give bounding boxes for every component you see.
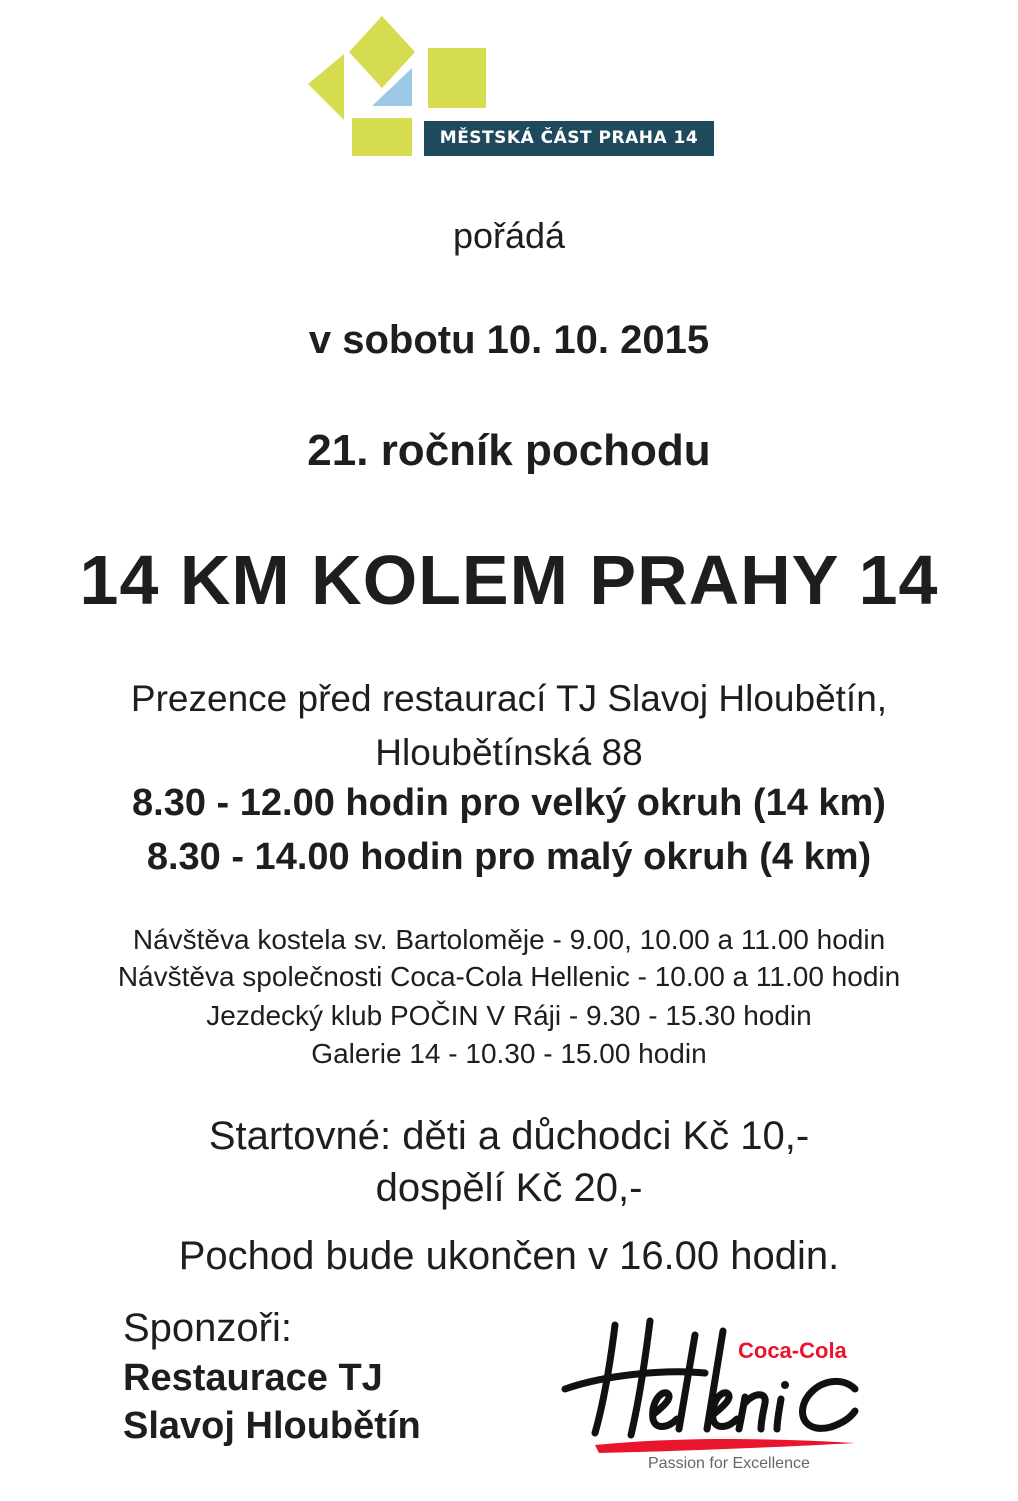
visit-item: Galerie 14 - 10.30 - 15.00 hodin (311, 1038, 707, 1069)
coca-cola-brand: Coca-Cola (738, 1338, 847, 1363)
logo-square-bottom-left (352, 118, 412, 156)
logo-left-triangle (308, 54, 344, 120)
logo-square-top-right (428, 48, 486, 108)
sponsors-label: Sponzoři: (123, 1306, 292, 1350)
sponsor-name-line-1: Restaurace TJ (123, 1357, 383, 1399)
event-date: v sobotu 10. 10. 2015 (308, 318, 710, 362)
end-note: Pochod bude ukončen v 16.00 hodin. (178, 1234, 840, 1278)
coca-cola-tagline: Passion for Excellence (648, 1455, 810, 1472)
registration-line-2: Hloubětínská 88 (375, 732, 643, 773)
visit-item: Návštěva kostela sv. Bartoloměje - 9.00, 10.00 a 11.00 hodin (132, 924, 886, 955)
district-logo-name: MĚSTSKÁ ČÁST PRAHA 14 (424, 121, 714, 156)
fee-line-2: dospělí Kč 20,- (375, 1166, 643, 1210)
logo-dot (781, 1381, 789, 1389)
sponsors-block (123, 1302, 421, 1450)
red-underline-stroke (595, 1439, 855, 1453)
visit-item: Návštěva společnosti Coca-Cola Hellenic - 10.00 a 11.00 hodin (117, 961, 901, 992)
fee-line-1: Startovné: děti a důchodci Kč 10,- (208, 1114, 810, 1158)
organizer-verb: pořádá (452, 215, 566, 256)
time-large-loop: 8.30 - 12.00 hodin pro velký okruh (14 km) (132, 782, 886, 824)
sponsor-name-line-2: Slavoj Hloubětín (123, 1405, 421, 1447)
time-small-loop: 8.30 - 14.00 hodin pro malý okruh (4 km) (146, 836, 872, 878)
registration-line-1: Prezence před restaurací TJ Slavoj Hloubětín, (130, 678, 888, 719)
visit-item: Jezdecký klub POČIN V Ráji - 9.30 - 15.30 hodin (206, 1000, 812, 1031)
event-title: 14 KM KOLEM PRAHY 14 (79, 541, 939, 619)
event-edition: 21. ročník pochodu (307, 426, 711, 475)
